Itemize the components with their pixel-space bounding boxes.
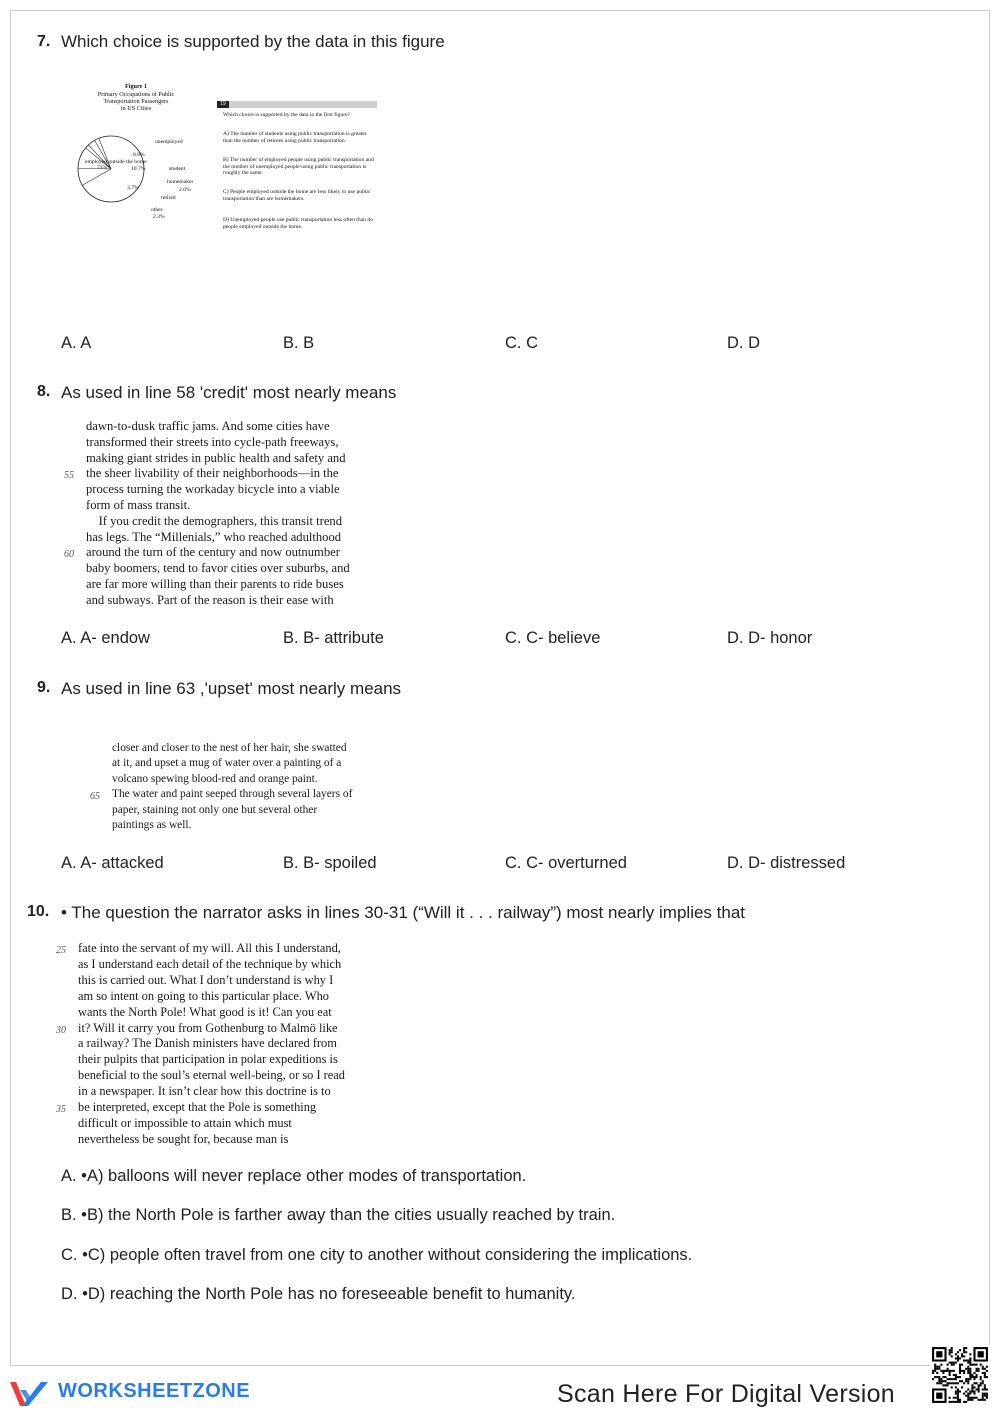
answer-choices xyxy=(61,854,961,878)
question-number: 8. xyxy=(37,383,51,400)
question-text: As used in line 63 ,'upset' most nearly means xyxy=(61,679,402,698)
passage-line xyxy=(78,1132,345,1148)
passage-line-text: in a newspaper. It isn’t clear how this doctrine is to xyxy=(78,1084,331,1099)
passage-line xyxy=(86,482,350,498)
slice-value-unemployed: 8.6% xyxy=(133,152,145,158)
passage-line-text: their pulpits that participation in polar expeditions is xyxy=(78,1052,338,1067)
choice-c[interactable]: C. C- believe xyxy=(505,629,601,647)
choice-b[interactable]: B. •B) the North Pole is farther away than the cities usually reached by train. xyxy=(61,1206,616,1224)
choice-d[interactable]: D. D xyxy=(727,334,760,352)
slice-label-homemaker: homemaker xyxy=(167,179,194,185)
passage-line-text: dawn-to-dusk traffic jams. And some cities have xyxy=(86,419,330,433)
passage-line xyxy=(56,941,345,957)
line-number: 35 xyxy=(56,1104,66,1116)
choice-a[interactable]: A. •A) balloons will never replace other modes of transportation. xyxy=(61,1167,527,1185)
mini-option-c: C) People employed outside the home are less likely to use public transportation than are homemakers. xyxy=(223,189,371,202)
passage-line xyxy=(56,1100,345,1116)
mini-question-number: 19 xyxy=(217,101,229,108)
mini-option-a: A) The number of students using public transportation is greater than the number of retirees using public transportation. xyxy=(223,131,367,144)
mini-option-b: B) The number of employed people using public transportation and the number of unemployed people using public transportation is roughly the same. xyxy=(223,157,374,177)
passage-line xyxy=(86,435,350,451)
passage-line xyxy=(86,561,350,577)
passage-line-text: closer and closer to the nest of her hair, she swatted xyxy=(112,742,347,754)
passage-line xyxy=(78,1116,345,1132)
passage-line xyxy=(86,530,350,546)
choice-b[interactable]: B. B- spoiled xyxy=(283,854,377,872)
passage-line xyxy=(78,989,345,1005)
passage-line-text: making giant strides in public health and safety and xyxy=(86,450,346,465)
answer-choices xyxy=(61,629,961,653)
choice-c[interactable]: C. •C) people often travel from one city to another without considering the implications. xyxy=(61,1246,693,1264)
passage-line-text: fate into the servant of my will. All this I understand, xyxy=(78,941,341,955)
passage-line-text: process turning the workaday bicycle into a viable xyxy=(86,482,340,497)
passage-line-text: If you credit the demographers, this transit trend xyxy=(86,513,343,528)
question-number: 10. xyxy=(27,903,50,920)
passage-line xyxy=(86,577,350,593)
passage-line xyxy=(78,957,345,973)
mini-option-d: D) Unemployed people use public transportation less often than do people employed outside the home. xyxy=(223,217,373,230)
question-number: 7. xyxy=(37,33,51,50)
figure-title: Figure 1 xyxy=(124,83,148,90)
passage-line xyxy=(64,466,350,482)
passage-line-text: has legs. The “Millenials,” who reached adulthood xyxy=(86,529,342,544)
choice-d[interactable]: D. •D) reaching the North Pole has no foreseeable benefit to humanity. xyxy=(61,1285,576,1303)
passage-line-text: as I understand each detail of the technique by which xyxy=(78,956,342,971)
choice-a[interactable]: A. A xyxy=(61,334,92,352)
passage-line xyxy=(112,818,352,833)
figure-subtitle: Primary Occupations of Public Transportation Passengers in US Cities xyxy=(97,91,175,112)
passage-line-text: wants the North Pole! What good is it! Can you eat xyxy=(78,1004,332,1019)
slice-label-employed: employed outside the home 73% xyxy=(85,159,147,172)
line-number: 55 xyxy=(64,470,74,482)
scan-caption: Scan Here For Digital Version xyxy=(557,1380,896,1408)
qr-code-icon[interactable] xyxy=(930,1345,990,1405)
choice-a[interactable]: A. A- attacked xyxy=(61,854,164,872)
passage-line xyxy=(112,803,352,818)
figure-image xyxy=(71,81,381,241)
choice-b[interactable]: B. B xyxy=(283,334,315,352)
passage-line xyxy=(78,973,345,989)
passage-line xyxy=(78,1005,345,1021)
passage-line xyxy=(86,498,350,514)
passage-line xyxy=(56,1020,345,1037)
passage-line xyxy=(112,741,352,756)
slice-label-student: student xyxy=(169,166,186,172)
passage-line-text: the sheer livability of their neighborhoods—in the xyxy=(86,466,339,481)
passage-line-text: nevertheless be sought for, because man is xyxy=(78,1131,289,1146)
choice-c[interactable]: C. C- overturned xyxy=(505,854,627,872)
question-text: • The question the narrator asks in lines 30-31 (“Will it . . . railway”) most nearly implies that xyxy=(61,903,746,922)
passage-line-text: it? Will it carry you from Gothenburg to Malmö like xyxy=(78,1020,338,1035)
passage-line-text: volcano spewing blood-red and orange paint. xyxy=(112,772,318,785)
passage-line xyxy=(78,1084,345,1100)
slice-label-retired: retired xyxy=(161,195,176,201)
passage-line-text: form of mass transit. xyxy=(86,497,191,512)
passage-line-text: transformed their streets into cycle-path freeways, xyxy=(86,434,339,449)
passage-line xyxy=(86,451,350,467)
slice-value-homemaker: 2.0% xyxy=(179,187,191,193)
passage-line-text: this is carried out. What I don’t understand is why I xyxy=(78,972,334,987)
passage-excerpt xyxy=(64,419,350,609)
passage-line xyxy=(86,419,350,435)
brand-name: WORKSHEETZONE xyxy=(58,1380,251,1402)
line-number: 25 xyxy=(56,945,66,956)
passage-line-text: difficult or impossible to attain which must xyxy=(78,1115,292,1130)
slice-label-unemployed: unemployed xyxy=(155,139,183,145)
passage-line xyxy=(112,772,352,787)
passage-line-text: are far more willing than their parents to ride buses xyxy=(86,576,344,591)
passage-line xyxy=(86,514,350,530)
slice-value-other: 2.3% xyxy=(153,214,165,220)
passage-line xyxy=(78,1068,345,1084)
choice-d[interactable]: D. D- distressed xyxy=(727,854,846,872)
passage-line-text: The water and paint seeped through several layers of xyxy=(112,788,353,801)
passage-excerpt xyxy=(90,741,353,833)
worksheet-page xyxy=(10,10,990,1366)
passage-line-text: paintings as well. xyxy=(112,819,192,832)
passage-excerpt xyxy=(56,941,345,1148)
passage-line xyxy=(78,1052,345,1068)
mini-question-text: Which choice is supported by the data in the first figure? xyxy=(223,112,351,118)
question-number: 9. xyxy=(37,679,51,696)
passage-line-text: am so intent on going to this particular place. Who xyxy=(78,988,329,1003)
passage-line-text: and subways. Part of the reason is their ease with xyxy=(86,592,334,607)
worksheetzone-logo-icon xyxy=(8,1378,52,1410)
slice-value-retired: 3.7% xyxy=(127,185,139,191)
passage-line-text: a railway? The Danish ministers have declared from xyxy=(78,1036,337,1051)
passage-line xyxy=(90,787,353,803)
line-number: 30 xyxy=(56,1024,66,1036)
question-text: As used in line 58 'credit' most nearly means xyxy=(61,383,397,402)
question-text: Which choice is supported by the data in this figure xyxy=(61,32,445,51)
choice-a[interactable]: A. A- endow xyxy=(61,629,150,647)
passage-line-text: around the turn of the century and now outnumber xyxy=(86,545,340,560)
slice-value-student: 10.7% xyxy=(131,166,146,172)
choice-c[interactable]: C. C xyxy=(505,334,538,352)
mini-question-header xyxy=(217,101,377,108)
passage-line xyxy=(112,756,352,771)
line-number: 65 xyxy=(90,791,100,803)
line-number: 60 xyxy=(64,549,74,561)
answer-choices xyxy=(61,334,961,358)
choice-b[interactable]: B. B- attribute xyxy=(283,629,384,647)
passage-line xyxy=(78,1036,345,1052)
passage-line xyxy=(64,545,350,561)
passage-line-text: at it, and upset a mug of water over a painting of a xyxy=(112,757,342,770)
passage-line-text: baby boomers, tend to favor cities over suburbs, and xyxy=(86,561,350,576)
passage-line-text: beneficial to the soul’s eternal well-being, or so I read xyxy=(78,1068,345,1083)
choice-d[interactable]: D. D- honor xyxy=(727,629,813,647)
passage-line-text: be interpreted, except that the Pole is something xyxy=(78,1100,317,1115)
passage-line-text: paper, staining not only one but several other xyxy=(112,803,318,816)
passage-line xyxy=(86,593,350,609)
slice-label-other: other xyxy=(151,207,163,213)
pie-chart xyxy=(71,119,201,229)
